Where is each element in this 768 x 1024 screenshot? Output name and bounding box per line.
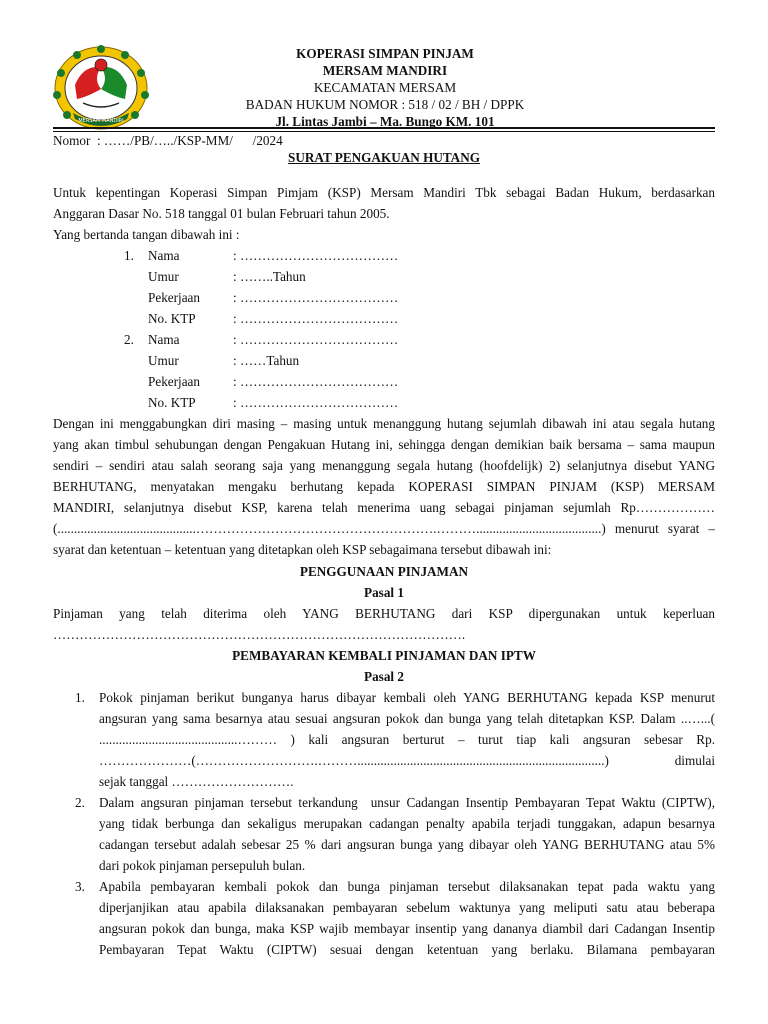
- section-heading: PEMBAYARAN KEMBALI PINJAMAN DAN IPTW: [232, 648, 536, 663]
- pasal-label: Pasal 2: [364, 669, 404, 684]
- field-value: : ……..Tahun: [233, 269, 306, 284]
- document-page: MERSAM MANDIRI KOPERASI SIMPAN PINJAM MERSAM MANDIRI KECAMATAN MERSAM BADAN HUKUM NOMOR : 518 / 02 / BH / DPPK Jl. Lintas Jambi – Ma. Bungo KM. 101 Nomor : ……/PB/…../KSP-MM/ /2024 SURAT PENGAKUAN HUTANG Untuk kepentingan Koperasi Simpan Pimjam (KSP) Mersam Mandiri Tbk sebagai Badan Hukum, berdasarkan Anggaran Dasar No. 518 tanggal 01 bulan Februari tahun 2005. Yang bertanda tangan dibawah ini : 1. Nama : ……………………………… Umur : ……..Tahun Pekerjaan : ……………………………… No. KTP : ……………………………… 2. Nama : ……………………………… Umur : ……Tahun Pekerjaan : ……………………………… No. KTP : ……………………………… Dengan ini menggabungkan diri masing – masing untuk menanggung hutang sejumlah dibawah ini atau segala hutang yang akan timbul sehubungan dengan Pengakuan Hutang ini, sehingga dengan demikian baik bersama – sama maupun sendiri – sendiri atau salah seorang saja yang menanggung segala hutang (hoofdelijk) 2) selanjutnya disebut YANG BERHUTANG, menyatakan mengaku berhutang kepada KOPERASI SIMPAN PINJAM (KSP) MERSAM MANDIRI, selanjutnya disebut KSP, karena telah menerima uang sebagai pinjaman sejumlah Rp……………… (..........................................……………………………………………….………......................................) menurut syarat – syarat dan ketentuan – ketentuan yang ditetapkan oleh KSP sebagaimana tersebut dibawah ini: PENGGUNAAN PINJAMAN Pasal 1 Pinjaman yang telah diterima oleh YANG BERHUTANG dari KSP dipergunakan untuk keperluan …………………………………………………………………………………. PEMBAYARAN KEMBALI PINJAMAN DAN IPTW Pasal 2 1. Pokok pinjaman berikut bunganya harus dibayar kembali oleh YANG BERHUTANG kepada KSP menurut angsuran yang sama besarnya atau sesuai angsuran pokok dan bunga yang telah ditetapkan KSP. Dalam ..…...( ..........................................……… ) kali angsuran berturut – turut tiap kali angsuran sebesar Rp. …………………(……………………….………...........................................................................) dimulai sejak tanggal ………………………. 2. Dalam angsuran pinjaman tersebut terkandung unsur Cadangan Insentip Pembayaran Tepat Waktu (CIPTW), yang tidak berbunga dan sekaligus merupakan cadangan penalty apabila terjadi tunggakan, adapun besarnya cadangan tersebut adalah sebesar 25 % dari angsuran bunga yang dibayar oleh YANG BERHUTANG atau 5% dari pokok pinjaman persepuluh bulan. 3. Apabila pembayaran kembali pokok dan bunga pinjaman tersebut dilaksanakan tepat pada waktu yang diperjanjikan atau apabila dilaksanakan pembayaran sebelum waktunya yang meliputi satu atau beberapa angsuran pokok dan bunga, maka KSP wajib membayar insentip yang dananya diambil dari Cadangan Insentip Pembayaran Tepat Waktu (CIPTW) sesuai dengan ketentuan yang berlaku. Bilamana pembayaran: [0, 0, 768, 1024]
- field-label: No. KTP: [148, 311, 196, 326]
- field-value: : ………………………………: [233, 374, 399, 389]
- section1-paragraph: Pinjaman yang telah diterima oleh YANG BERHUTANG dari KSP dipergunakan untuk keperluan ………………………………………………………………………………….: [53, 606, 715, 642]
- list-item: 1. Pokok pinjaman berikut bunganya harus dibayar kembali oleh YANG BERHUTANG kepada KSP menurut angsuran yang sama besarnya atau sesuai angsuran pokok dan bunga yang telah ditetapkan KSP. Dalam ..…...( ..........................................……… ) kali angsuran berturut – turut tiap kali angsuran sebesar Rp. …………………(……………………….………...........................................................................) dimulai sejak tanggal ……………………….: [75, 690, 715, 789]
- list-item: 2. Dalam angsuran pinjaman tersebut terkandung unsur Cadangan Insentip Pembayaran Tepat Waktu (CIPTW), yang tidak berbunga dan sekaligus merupakan cadangan penalty apabila terjadi tunggakan, adapun besarnya cadangan tersebut adalah sebesar 25 % dari angsuran bunga yang dibayar oleh YANG BERHUTANG atau 5% dari pokok pinjaman persepuluh bulan.: [75, 795, 715, 873]
- field-label: Nama: [148, 332, 180, 347]
- letterhead-line1: KOPERASI SIMPAN PINJAM: [296, 46, 474, 61]
- intro-paragraph: Untuk kepentingan Koperasi Simpan Pimjam (KSP) Mersam Mandiri Tbk sebagai Badan Hukum, berdasarkan Anggaran Dasar No. 518 tanggal 01 bulan Februari tahun 2005. Yang bertanda tangan dibawah ini :: [53, 185, 715, 242]
- field-value: : ………………………………: [233, 290, 399, 305]
- letterhead-line2: MERSAM MANDIRI: [322, 63, 448, 78]
- pasal-label: Pasal 1: [364, 585, 404, 600]
- field-label: Umur: [148, 353, 179, 368]
- document-title: SURAT PENGAKUAN HUTANG: [288, 150, 480, 165]
- list-item: 3. Apabila pembayaran kembali pokok dan bunga pinjaman tersebut dilaksanakan tepat pada waktu yang diperjanjikan atau apabila dilaksanakan pembayaran sebelum waktunya yang meliputi satu atau beberapa angsuran pokok dan bunga, maka KSP wajib membayar insentip yang dananya diambil dari Cadangan Insentip Pembayaran Tepat Waktu (CIPTW) sesuai dengan ketentuan yang berlaku. Bilamana pembayaran: [75, 879, 715, 957]
- field-value: : ………………………………: [233, 395, 399, 410]
- header-rule-thick: [53, 127, 715, 129]
- body-paragraph: Dengan ini menggabungkan diri masing – masing untuk menanggung hutang sejumlah dibawah ini atau segala hutang yang akan timbul sehubungan dengan Pengakuan Hutang ini, sehingga dengan demikian baik bersama – sama maupun sendiri – sendiri atau salah seorang saja yang menanggung segala hutang (hoofdelijk) 2) selanjutnya disebut YANG BERHUTANG, menyatakan mengaku berhutang kepada KOPERASI SIMPAN PINJAM (KSP) MERSAM MANDIRI, selanjutnya disebut KSP, karena telah menerima uang sebagai pinjaman sejumlah Rp……………… (..........................................……………………………………………….………......................................) menurut syarat – syarat dan ketentuan – ketentuan yang ditetapkan oleh KSP sebagaimana tersebut dibawah ini:: [53, 416, 715, 557]
- cooperative-logo: [53, 45, 149, 131]
- field-label: Pekerjaan: [148, 290, 200, 305]
- section-heading: PENGGUNAAN PINJAMAN: [299, 564, 469, 579]
- field-label: No. KTP: [148, 395, 196, 410]
- field-label: Umur: [148, 269, 179, 284]
- letterhead: [200, 45, 570, 130]
- pasal2-list: [53, 687, 715, 960]
- letterhead-line3: KECAMATAN MERSAM: [313, 80, 457, 95]
- field-value: : ……Tahun: [233, 353, 300, 368]
- field-value: : ………………………………: [233, 311, 399, 326]
- field-label: Pekerjaan: [148, 374, 200, 389]
- svg-text:MERSAM MANDIRI: MERSAM MANDIRI: [78, 118, 124, 124]
- field-label: Nama: [148, 248, 180, 263]
- field-value: : ………………………………: [233, 332, 399, 347]
- letter-number: Nomor : ……/PB/…../KSP-MM/ /2024: [53, 133, 283, 148]
- letterhead-line4: BADAN HUKUM NOMOR : 518 / 02 / BH / DPPK: [245, 97, 525, 112]
- letterhead-address: Jl. Lintas Jambi – Ma. Bungo KM. 101: [275, 114, 495, 129]
- field-value: : ………………………………: [233, 248, 399, 263]
